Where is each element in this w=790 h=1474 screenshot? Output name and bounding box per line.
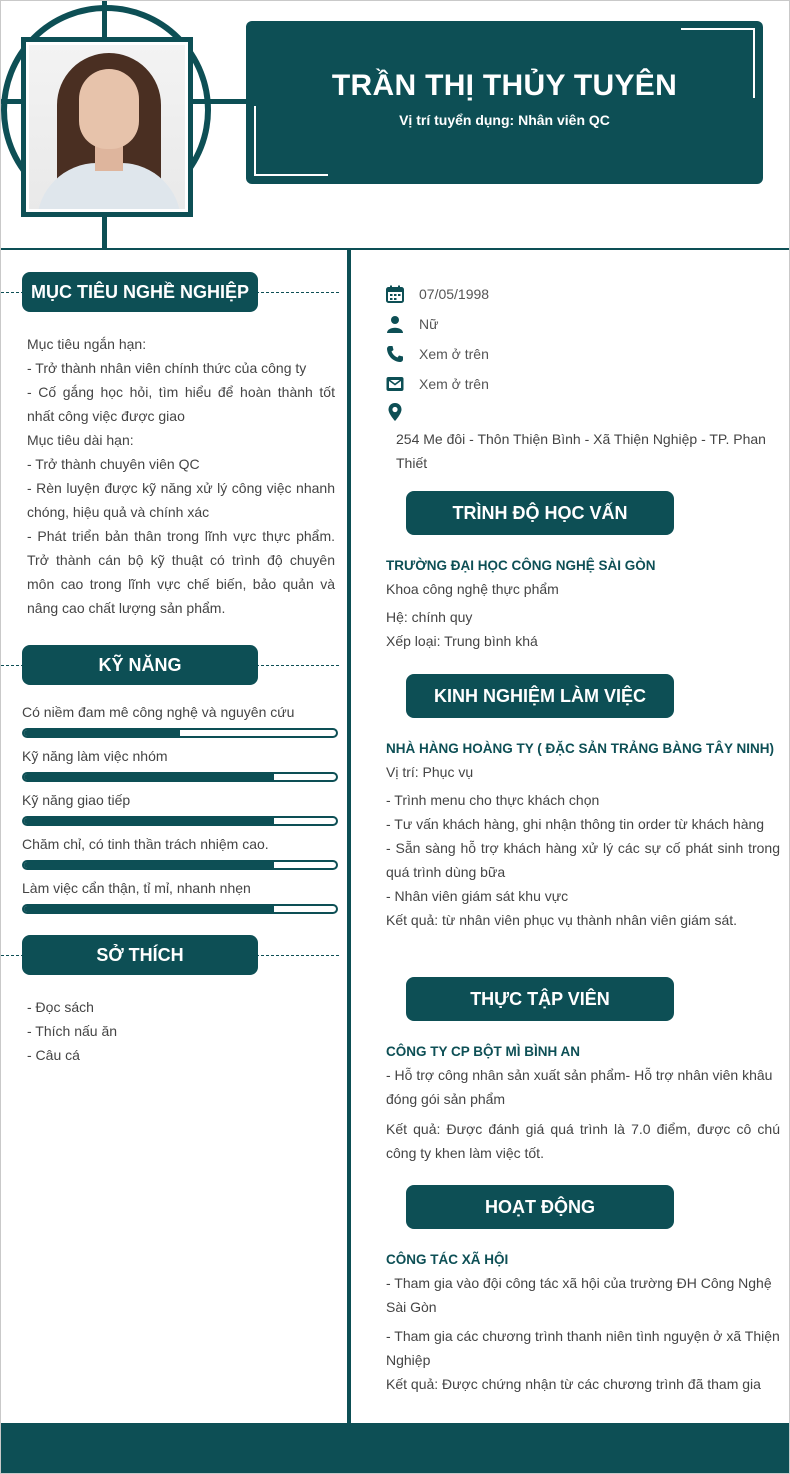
phone-value: Xem ở trên	[419, 346, 489, 362]
internship-org: CÔNG TY CP BỘT MÌ BÌNH AN	[386, 1044, 581, 1059]
contact-dob	[385, 284, 489, 304]
header-divider	[1, 248, 790, 250]
activities-org: CÔNG TÁC XÃ HỘI	[386, 1252, 509, 1267]
education-grade: Xếp loại: Trung bình khá	[386, 633, 538, 649]
phone-icon	[385, 344, 405, 364]
goal-line: - Rèn luyện được kỹ năng xử lý công việc nhanh chóng, hiệu quả và chính xác	[27, 480, 335, 520]
section-title-internship: THỰC TẬP VIÊN	[406, 977, 674, 1021]
address-value: 254 Me đôi - Thôn Thiện Bình - Xã Thiện Nghiệp - TP. Phan Thiết	[396, 431, 766, 471]
school-name: TRƯỜNG ĐẠI HỌC CÔNG NGHỆ SÀI GÒN	[386, 558, 656, 573]
experience-org: NHÀ HÀNG HOÀNG TY ( ĐẶC SẢN TRẢNG BÀNG TÂY NINH)	[386, 741, 774, 756]
faculty: Khoa công nghệ thực phẩm	[386, 581, 559, 597]
email-value: Xem ở trên	[419, 376, 489, 392]
experience-line: - Trình menu cho thực khách chọn	[386, 792, 600, 808]
skill-fill	[24, 774, 274, 780]
internship-line: Kết quả: Được đánh giá quá trình là 7.0 điểm, được cô chú công ty khen làm việc tốt.	[386, 1121, 780, 1161]
dob-value: 07/05/1998	[419, 286, 490, 302]
experience-line: - Nhân viên giám sát khu vực	[386, 888, 569, 904]
internship-line: - Hỗ trợ công nhân sản xuất sản phẩm- Hỗ trợ nhân viên khâu đóng gói sản phẩm	[386, 1067, 773, 1107]
experience-line: - Tư vấn khách hàng, ghi nhận thông tin order từ khách hàng	[386, 816, 765, 832]
education-system: Hệ: chính quy	[386, 609, 473, 625]
candidate-name: TRẦN THỊ THỦY TUYÊN	[331, 69, 678, 102]
section-title-activities: HOẠT ĐỘNG	[406, 1185, 674, 1229]
applied-position: Vị trí tuyển dụng: Nhân viên QC	[399, 112, 610, 128]
skill-bar	[22, 860, 338, 870]
skill-label: Làm việc cẩn thận, tỉ mỉ, nhanh nhẹn	[22, 880, 251, 896]
map-pin-icon	[385, 402, 405, 422]
skill-label: Chăm chỉ, có tinh thần trách nhiệm cao.	[22, 836, 269, 852]
section-title-skills: KỸ NĂNG	[22, 645, 258, 685]
skill-bar	[22, 728, 338, 738]
section-title-experience: KINH NGHIỆM LÀM VIỆC	[406, 674, 674, 718]
skill-fill	[24, 730, 180, 736]
goal-line: - Phát triển bản thân trong lĩnh vực thực phẩm. Trở thành cán bộ kỹ thuật có trình độ chuyên môn cao trong lĩnh vực chế biến, bảo quản và nâng cao chất lượng sản phẩm.	[27, 528, 335, 616]
internship-details	[386, 1063, 780, 1165]
header-banner	[246, 21, 763, 184]
experience-line: Kết quả: từ nhân viên phục vụ thành nhân viên giám sát.	[386, 912, 738, 928]
column-divider	[347, 250, 351, 1425]
skill-fill	[24, 818, 274, 824]
envelope-icon	[385, 374, 405, 394]
contact-address-icon-row	[385, 402, 419, 422]
section-title-education: TRÌNH ĐỘ HỌC VẤN	[406, 491, 674, 535]
profile-photo	[29, 45, 185, 209]
hobbies-list	[27, 995, 327, 1067]
hobby-item: - Câu cá	[27, 1047, 80, 1063]
footer-bar	[1, 1423, 790, 1474]
contact-email	[385, 374, 489, 394]
activity-line: - Tham gia các chương trình thanh niên tình nguyện ở xã Thiện Nghiệp	[386, 1328, 780, 1368]
skill-label: Kỹ năng giao tiếp	[22, 792, 131, 808]
contact-phone	[385, 344, 489, 364]
skill-label: Có niềm đam mê công nghệ và nguyên cứu	[22, 704, 295, 720]
skill-bar	[22, 772, 338, 782]
gender-value: Nữ	[419, 316, 439, 332]
section-title-career-goal: MỤC TIÊU NGHỀ NGHIỆP	[22, 272, 258, 312]
career-goal-text	[27, 332, 335, 620]
hobby-item: - Thích nấu ăn	[27, 1023, 118, 1039]
goal-line: Mục tiêu ngắn hạn:	[27, 336, 147, 352]
activity-line: - Tham gia vào đội công tác xã hội của trường ĐH Công Nghệ Sài Gòn	[386, 1275, 772, 1315]
skill-fill	[24, 862, 274, 868]
skill-bar	[22, 904, 338, 914]
experience-line: - Sẵn sàng hỗ trợ khách hàng xử lý các sự cố phát sinh trong quá trình dùng bữa	[386, 840, 780, 880]
experience-role: Vị trí: Phục vụ	[386, 764, 474, 780]
hobby-item: - Đọc sách	[27, 999, 94, 1015]
skill-bar	[22, 816, 338, 826]
skill-label: Kỹ năng làm việc nhóm	[22, 748, 168, 764]
goal-line: Mục tiêu dài hạn:	[27, 432, 134, 448]
calendar-icon	[385, 284, 405, 304]
activities-details	[386, 1271, 780, 1396]
skill-fill	[24, 906, 274, 912]
contact-gender	[385, 314, 438, 334]
person-icon	[385, 314, 405, 334]
education-details	[386, 577, 776, 653]
experience-details	[386, 760, 780, 932]
activity-line: Kết quả: Được chứng nhận từ các chương trình đã tham gia	[386, 1376, 761, 1392]
profile-photo-frame	[21, 37, 193, 217]
section-title-hobbies: SỞ THÍCH	[22, 935, 258, 975]
goal-line: - Cố gắng học hỏi, tìm hiểu để hoàn thành tốt nhất công việc được giao	[27, 384, 335, 424]
goal-line: - Trở thành nhân viên chính thức của công ty	[27, 360, 307, 376]
goal-line: - Trở thành chuyên viên QC	[27, 456, 200, 472]
